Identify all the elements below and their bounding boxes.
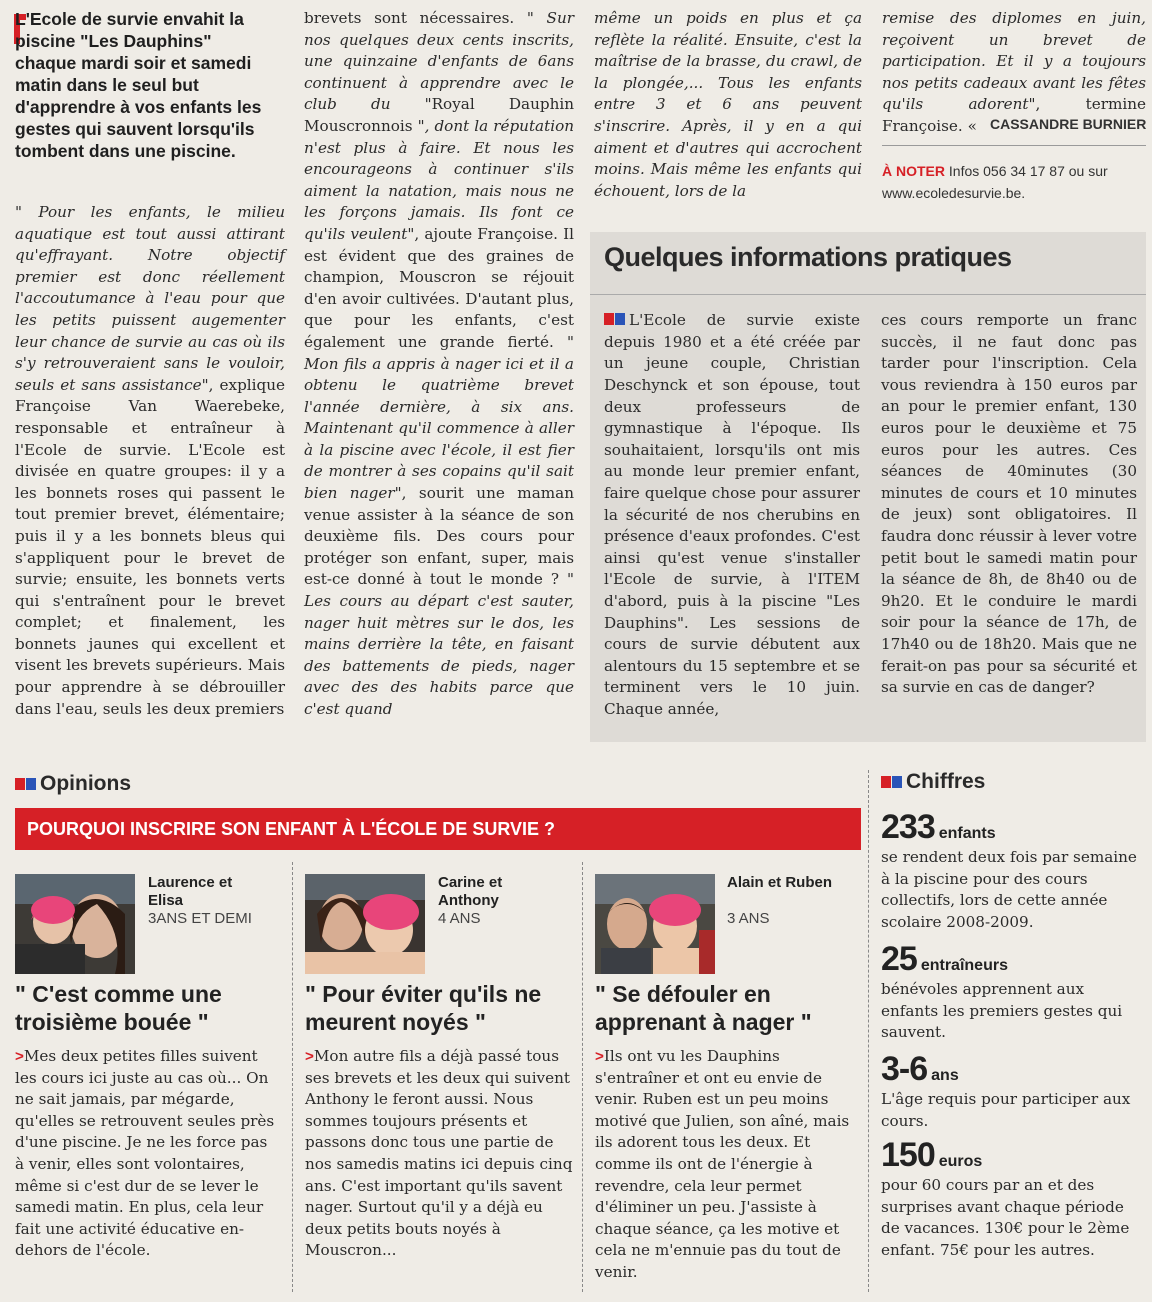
opinion-3-quote: " Se défouler en apprenant à nager " xyxy=(595,981,812,1035)
stat-ans xyxy=(881,1050,1143,1132)
text-run: même un poids en plus et ça reflète la réalité. Ensuite, c'est la maîtrise de la brasse, du crawl, de la plongée,... Tous les enfants entre 3 et 6 ans peuvent s'inscrire. Après, il y en a qui aiment et d'autres qui accrochent moins. Mais même les enfants qui échouent, lors de la xyxy=(594,9,862,200)
stat-3-text: L'âge requis pour participer aux cours. xyxy=(881,1090,1131,1130)
opinions-banner: POURQUOI INSCRIRE SON ENFANT À L'ÉCOLE DE SURVIE ? xyxy=(15,808,861,850)
opinions-heading xyxy=(15,772,131,796)
text-run: Sur nos quelques deux cents inscrits, une quinzaine d'enfants de 6ans continuent à apprendre avec le club du xyxy=(304,9,575,114)
infobox-title: Quelques informations pratiques xyxy=(604,242,1012,272)
article-author: CASSANDRE BURNIER xyxy=(990,116,1147,132)
note-label: À NOTER xyxy=(882,163,945,179)
opinion-1-quote: " C'est comme une troisième bouée " xyxy=(15,981,222,1035)
note-text: Infos 056 34 17 87 ou sur www.ecoledesurvie.be. xyxy=(882,163,1108,201)
opinion-2-quote: " Pour éviter qu'ils ne meurent noyés " xyxy=(305,981,542,1035)
stat-4-number: 150 xyxy=(881,1136,935,1174)
opinion-2-age: 4 ANS xyxy=(438,910,481,927)
practical-info-box xyxy=(590,232,1146,742)
stat-entraineurs xyxy=(881,940,1143,1044)
divider-2 xyxy=(582,862,583,1292)
opinion-2-names: Carine et Anthony xyxy=(438,874,503,909)
opinion-3-arrow-icon: > xyxy=(595,1048,604,1065)
opinion-3-text: Ils ont vu les Dauphins s'entraîner et ont eu envie de venir. Ruben est un peu moins motivé que Julien, son aîné, mais ils adorent tous les deux. Et comme ils ont de l'énergie à revendre, cela leur permet d'éliminer un peu. J'assiste à chaque séance, ça les motive et cela ne m'ennuie pas du tout de venir. xyxy=(595,1047,850,1281)
infobox-col-2 xyxy=(881,310,1137,699)
opinion-2-arrow-icon: > xyxy=(305,1048,314,1065)
infobox-title-rule xyxy=(590,294,1146,295)
stat-1-number: 233 xyxy=(881,808,935,846)
article-col-2 xyxy=(304,8,574,721)
text-run: ", ajoute Françoise. Il est évident que des graines de champion, Mouscron se réjouit d'en avoir cultivées. D'autant plus, que pour les enfants, c'est également une grande fierté. " xyxy=(304,224,574,351)
opinion-2-text-block xyxy=(305,1046,573,1262)
stat-3-number: 3-6 xyxy=(881,1050,928,1088)
text-run: ", termine Françoise. « xyxy=(882,95,1146,135)
infobox-bullet-icon xyxy=(604,310,626,332)
text-run: Pour les enfants, le milieu aquatique est tout aussi attirant qu'effrayant. Notre objectif premier est donc réellement l'accoutumance à l'eau pour que les petits puissent augementer leur chance de survie au cas où ils s'y retrouveraient sans le vouloir, seuls et sans assistance xyxy=(15,203,285,394)
text-run: "Royal Dauphin Mouscronnois xyxy=(304,95,574,135)
article-lead: L'Ecole de survie envahit la piscine "Les Dauphins" chaque mardi soir et samedi matin dans le seul but d'apprendre à vos enfants les gestes qui sauvent lorsqu'ils tombent dans une piscine. xyxy=(15,9,262,161)
stat-2-text: bénévoles apprennent aux enfants les premiers gestes qui sauvent. xyxy=(881,980,1123,1042)
opinion-1-text: Mes deux petites filles suivent les cours ici juste au cas où... On ne sait jamais, par mégarde, qu'elles se retrouvent seules près d'une piscine. Je ne les force pas à venir, elles sont volontaires, même si c'est dur de se lever le samedi matin. En plus, cela leur fait une activité éducative en-dehors de l'école. xyxy=(15,1047,275,1260)
stat-2-number: 25 xyxy=(881,940,917,978)
opinions-title: Opinions xyxy=(40,772,131,795)
opinion-3-names: Alain et Ruben xyxy=(727,874,833,891)
divider-1 xyxy=(292,862,293,1292)
stat-2-unit: entraîneurs xyxy=(920,957,1008,974)
text-run: " xyxy=(15,203,39,221)
text-run: remise des diplomes en juin, reçoivent un brevet de participation. Et il y a toujours nos petits cadeaux avant les fêtes qu'ils adorent xyxy=(882,9,1146,114)
article-col-1 xyxy=(15,202,285,720)
opinion-1-names: Laurence et Elisa xyxy=(148,874,233,909)
stat-4-text: pour 60 cours par an et des surprises avant chaque période de vacances. 130€ pour le 2ème enfant. 75€ pour les autres. xyxy=(881,1176,1130,1259)
infobox-col-1-text: L'Ecole de survie existe depuis 1980 et a été créée par un jeune couple, Christian Deschynck et son épouse, tout deux professeurs de gymnastique à l'époque. Ils souhaitaient, lorsqu'ils ont mis au monde leur premier enfant, faire quelque chose pour assurer la sécurité de nos cherubins en présence d'eaux profondes. C'est ainsi qu'est venue s'installer l'Ecole de survie, à l'ITEM d'abord, puis à la piscine "Les Dauphins". Les sessions de cours de survie débutent aux alentours du 15 septembre et se terminent vers le 10 juin. Chaque année, xyxy=(604,311,860,718)
stat-euros xyxy=(881,1136,1143,1261)
chiffres-bullet-icon xyxy=(881,775,903,793)
stat-3-unit: ans xyxy=(931,1067,959,1084)
text-run: ", sourit une maman venue assister à la séance de son deuxième fils. Des cours pour protéger son enfant, super, mais est-ce donné à tout le monde ? " xyxy=(304,484,575,589)
text-run: ", explique Françoise Van Waerebeke, responsable et entraîneur à l'Ecole de survie. L'Ecole est divisée en quatre groupes: il y a les bonnets roses qui passent le tout premier brevet, élémentaire; puis il y a les bonnets bleus qui s'appliquent pour le brevet de survie; ensuite, les bonnets verts qui s'entraînent pour le brevet complet; et finalement, les bonnets jaunes qui excellent et visent les brevets supérieurs. Mais pour apprendre à se débrouiller dans l'eau, seuls les deux premiers xyxy=(15,375,285,718)
chiffres-heading xyxy=(881,770,985,794)
portrait-photo-carine-anthony xyxy=(305,874,425,974)
opinion-1-text-block xyxy=(15,1046,275,1262)
opinion-3-age: 3 ANS xyxy=(727,910,770,927)
stat-4-unit: euros xyxy=(938,1153,983,1170)
infobox-col-2-text: ces cours remporte un franc succès, il ne faut donc pas tarder pour l'inscription. Cela vous reviendra à 150 euros par an pour le premier enfant, 130 euros pour le deuxième et 75 euros pour les autres. Ces séances de 40minutes (30 minutes de cours et 10 minutes de jeux) sont obligatoires. Il faudra donc réussir à lever votre petit bout le samedi matin pour la séance de 8h, de 8h40 ou de 9h20. Et le conduire le mardi soir pour la séance de 17h, de 17h40 ou de 18h20. Mais que ne ferait-on pas pour sa sécurité et sa survie en cas de danger? xyxy=(881,311,1137,697)
note-block xyxy=(882,160,1146,204)
text-run: Les cours au départ c'est sauter, nager huit mètres sur le dos, les mains derrière la tête, en faisant des battements de pieds, nager avec des des habits parce que c'est quand xyxy=(304,592,574,718)
infobox-col-1 xyxy=(604,310,860,720)
opinion-1-age: 3ANS ET DEMI xyxy=(148,910,252,927)
divider-3 xyxy=(868,770,869,1292)
opinion-1-arrow-icon: > xyxy=(15,1048,24,1065)
chiffres-title: Chiffres xyxy=(906,770,986,793)
portrait-photo-laurence-elisa xyxy=(15,874,135,974)
text-run: brevets sont nécessaires. " xyxy=(304,9,534,27)
opinion-2-text: Mon autre fils a déjà passé tous ses brevets et les deux qui suivent Anthony le feront aussi. Nous sommes toujours présents et passons donc tous une partie de nos samedis matins ici depuis cinq ans. C'est important qu'ils savent nager. Surtout qu'il y a déjà eu deux petits bouts noyés à Mouscron... xyxy=(305,1047,573,1260)
article-col-3 xyxy=(594,8,862,202)
stat-1-text: se rendent deux fois par semaine à la piscine pour des cours collectifs, lors de cette année scolaire 2008-2009. xyxy=(881,848,1137,931)
text-run: ", dont la réputation n'est plus à faire. Et nous les encourageons à continuer s'ils aiment la natation, mais nous ne les forçons jamais. Ils font ce qu'ils veulent xyxy=(304,116,574,243)
portrait-photo-alain-ruben xyxy=(595,874,715,974)
text-run: Mon fils a appris à nager ici et il a obtenu le quatrième brevet l'année dernière, à six ans. Maintenant qu'il commence à aller à la piscine avec l'école, il est fier de montrer à ses copains qu'il sait bien nager xyxy=(304,354,574,503)
stat-1-unit: enfants xyxy=(938,825,996,842)
opinion-3-text-block xyxy=(595,1046,861,1284)
author-rule xyxy=(882,145,1146,146)
stat-enfants xyxy=(881,808,1143,933)
opinions-bullet-icon xyxy=(15,777,37,795)
